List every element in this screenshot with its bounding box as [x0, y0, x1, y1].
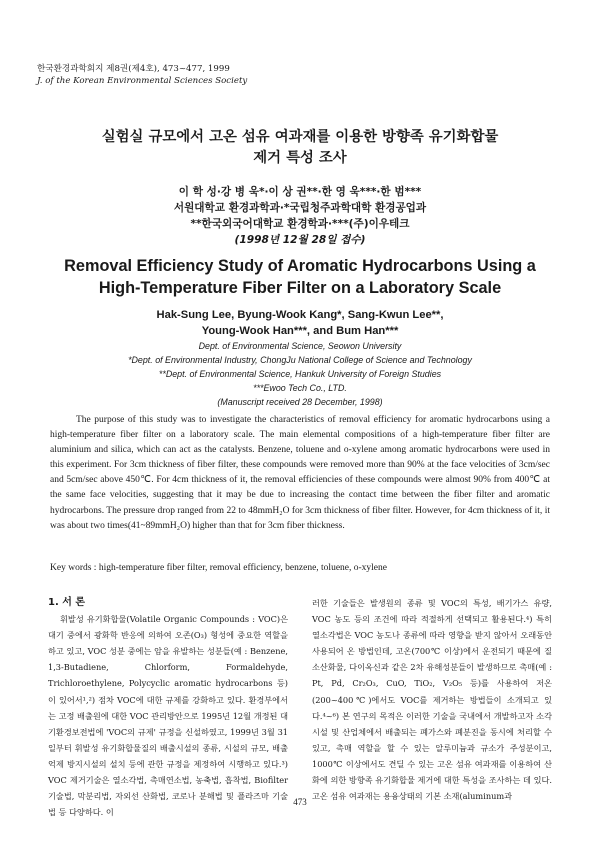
english-affiliations [0, 339, 600, 409]
affiliation-line: Dept. of Environmental Science, Seowon University [198, 341, 402, 351]
korean-affiliation-1: 서원대학교 환경과학과·*국립청주과학대학 환경공업과 [173, 202, 427, 214]
left-column [48, 595, 288, 820]
korean-affiliation-2: **한국외국어대학교 환경학과·***(주)이우테크 [190, 218, 410, 230]
section-heading-introduction: 1. 서 론 [48, 597, 86, 608]
journal-header [37, 63, 247, 87]
english-title [0, 255, 600, 299]
english-authors-line2: Young-Wook Han***, and Bum Han*** [201, 325, 399, 337]
english-authors-line1: Hak-Sung Lee, Byung-Wook Kang*, Sang-Kwun Lee**, [156, 309, 444, 321]
affiliation-line: ***Ewoo Tech Co., LTD. [253, 383, 347, 393]
korean-author-names: 이 학 성·강 병 욱*·이 상 권**·한 영 욱***·한 범*** [178, 186, 422, 198]
english-title-line1: Removal Efficiency Study of Aromatic Hydrocarbons Using a [64, 257, 536, 275]
english-authors [0, 307, 600, 339]
manuscript-received: (Manuscript received 28 December, 1998) [217, 397, 383, 407]
abstract-text: The purpose of this study was to investigate the characteristics of removal efficiency for aromatic hydrocarbons using a high-temperature fiber filter on a laboratory scale. The main elemental compositions of a high-temperature fiber filter are aluminium and silica, which can act as the catalysts. Benzene, toluene and o-xylene among aromatic hydrocarbons were used in this experiment. For 3cm thickness of fiber filter, these compounds were removed more than 90% at the face velocities of 3cm/sec and 5cm/sec above 450℃. For 4cm thickness of it, the removal efficiencies of these compounds were almost 90% from 400℃ at the same face velocities, suggesting that it may be due to increasing the contact time between the fiber filter and aromatic hydrocarbons. The pressure drop ranged from 22 to 48mmH₂O for 3cm thickness of fiber filter. However, for 4cm thickness of it, it was about two times(41~89mmH₂O) higher than that for 3cm fiber thickness. [50, 415, 550, 531]
journal-english: J. of the Korean Environmental Sciences Society [37, 76, 248, 86]
keywords: Key words : high-temperature fiber filter, removal efficiency, benzene, toluene, o-xylene [50, 563, 387, 573]
right-column [312, 595, 552, 804]
korean-authors-block [0, 184, 600, 248]
korean-title-line1: 실험실 규모에서 고온 섬유 여과재를 이용한 방향족 유기화합물 [101, 129, 499, 145]
affiliation-line: **Dept. of Environmental Science, Hankuk University of Foreign Studies [158, 369, 442, 379]
english-title-line2: High-Temperature Fiber Filter on a Laboratory Scale [98, 279, 502, 297]
intro-paragraph-left: 휘발성 유기화합물(Volatile Organic Compounds : VOC)은 대기 중에서 광화학 반응에 의하여 오존(O₃) 형성에 중요한 역할을 하고 있고, VOC 성분 중에는 암을 유발하는 성분들(예 : Benzene, 1,3-Butadiene, Chlorform, Formaldehyde, Trichloroethylene, Polycyclic aromatic hydrocarbons 등)이 있어서¹,²) 점차 VOC에 대한 규제를 강화하고 있다. 환경부에서는 고정 배출원에 대한 VOC 관리방안으로 1995년 12월 개정된 대기환경보전법에 'VOC의 규제' 규정을 신설하였고, 1999년 3월 31일부터 휘발성 유기화합물질의 배출시설의 종류, 시설의 규모, 배출억제 방지시설의 설치 등에 관한 규정을 제정하여 시행하고 있다.³) VOC 제거기술은 열소각법, 촉매연소법, 농축법, 흡착법, Biofilter 기술법, 막분리법, 자외선 산화법, 코로나 분해법 및 플라즈마 기술법 등 다양하다. 이 [48, 614, 288, 818]
intro-paragraph-right: 러한 기술들은 발생원의 종류 및 VOC의 특성, 배기가스 유량, VOC 농도 등의 조건에 따라 적절하게 선택되고 활용된다.⁴) 특히 열소각법은 VOC 농도나 종류에 따라 영향을 받지 않아서 오래동안 사용되어 온 방법인데, 고온(700℃ 이상)에서 운전되기 때문에 질소산화물, 다이옥신과 같은 2차 유해성분들이 발생하므로 촉매(예 : Pt, Pd, Cr₂O₃, CuO, TiO₂, V₂O₅ 등)를 사용하여 저온(200~400℃)에서도 VOC를 제거하는 방법들이 소개되고 있다.⁴~⁶) 본 연구의 목적은 이러한 기술을 국내에서 개발하고자 소각시설 및 산업체에서 배출되는 폐가스와 폐분진을 동시에 처리할 수 있고, 촉매 역할을 할 수 있는 알루미늄과 규소가 주성분이고, 1000℃ 이상에서도 견딜 수 있는 고온 섬유 여과재를 이용하여 산화에 의한 방향족 유기화합물 제거에 대한 특성을 조사하는 데 있다. 고온 섬유 여과재는 용융상태의 기본 소재(aluminum과 [312, 598, 552, 802]
page-number: 473 [293, 797, 307, 807]
affiliation-line: *Dept. of Environmental Industry, ChongJu National College of Science and Technology [128, 355, 472, 365]
journal-korean: 한국환경과학회지 제8권(제4호), 473~477, 1999 [37, 64, 230, 74]
korean-title-line2: 제거 특성 조사 [253, 150, 347, 166]
korean-title [0, 127, 600, 169]
korean-received-date: (1998년 12월 28일 접수) [234, 234, 366, 246]
abstract [50, 413, 550, 534]
